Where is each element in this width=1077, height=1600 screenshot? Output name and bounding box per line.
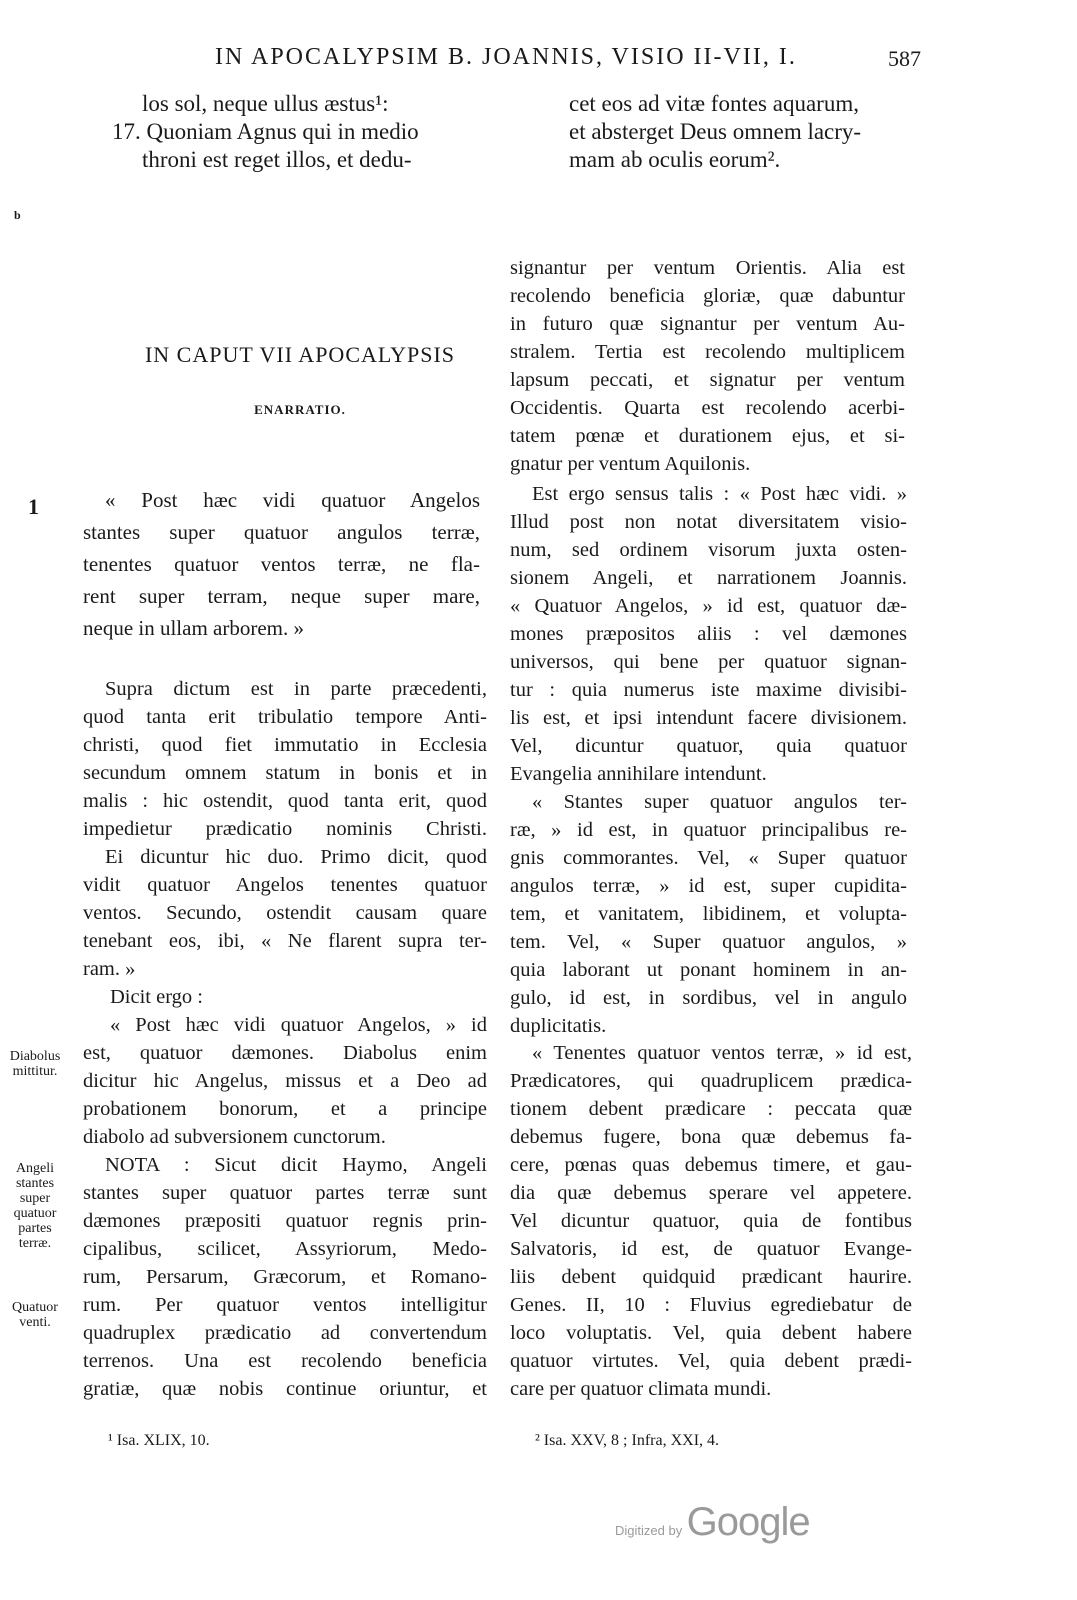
text-line: ram. »: [83, 958, 136, 980]
text-line: universos, qui bene per quatuor signan-: [510, 651, 907, 673]
text-line: est, quatuor dæmones. Diabolus enim: [83, 1042, 487, 1064]
margin-note-line: stantes: [15, 1176, 55, 1191]
text-line: dicitur hic Angelus, missus et a Deo ad: [83, 1070, 487, 1092]
verse-line: et absterget Deus omnem lacry-: [569, 119, 862, 144]
text-line: in futuro quæ signantur per ventum Au-: [510, 313, 905, 335]
text-line: care per quatuor climata mundi.: [510, 1378, 772, 1400]
text-line: Ei dicuntur hic duo. Primo dicit, quod: [105, 846, 487, 868]
text-line: Vel dicuntur quatuor, quia de fontibus: [510, 1210, 912, 1232]
google-logo: Google: [686, 1500, 810, 1544]
verse-line: cet eos ad vitæ fontes aquarum,: [569, 91, 859, 116]
text-line: NOTA : Sicut dicit Haymo, Angeli: [105, 1154, 487, 1176]
margin-note-line: venti.: [19, 1315, 51, 1330]
text-line: loco voluptatis. Vel, quia debent habere: [510, 1322, 912, 1344]
text-line: debemus fugere, bona quæ debemus fa-: [510, 1126, 912, 1148]
text-line: tionem debent prædicare : peccata quæ: [510, 1098, 912, 1120]
text-line: duplicitatis.: [510, 1015, 607, 1037]
text-line: christi, quod fiet immutatio in Ecclesia: [83, 734, 487, 756]
text-line: diabolo ad subversionem cunctorum.: [83, 1126, 386, 1148]
chapter-subheading: ENARRATIO.: [254, 402, 346, 417]
footnote-left: ¹ Isa. XLIX, 10.: [108, 1432, 210, 1449]
text-line: secundum omnem statum in bonis et in: [83, 762, 487, 784]
margin-note-line: super: [19, 1191, 51, 1206]
text-line: tem, et vanitatem, libidinem, et volupta-: [510, 903, 907, 925]
text-line: stralem. Tertia est recolendo multiplicem: [510, 341, 905, 363]
margin-note-line: mittitur.: [12, 1064, 58, 1079]
left-paragraph-1: [83, 675, 487, 843]
section-marker-1: 1: [28, 494, 39, 519]
text-line: Occidentis. Quarta est recolendo acerbi-: [510, 397, 905, 419]
margin-note-line: Angeli: [15, 1161, 55, 1176]
verse-line: mam ab oculis eorum².: [569, 147, 781, 172]
text-line: liis debent quidquid prædicant haurire.: [510, 1266, 912, 1288]
section-marker-b: b: [14, 208, 21, 222]
text-line: quia laborant ut ponant hominem in an-: [510, 959, 907, 981]
text-line: cipalibus, scilicet, Assyriorum, Medo-: [83, 1238, 487, 1260]
page-number: 587: [888, 46, 921, 71]
text-line: mones præpositos aliis : vel dæmones: [510, 623, 907, 645]
text-line: sionem Angeli, et narrationem Joannis.: [510, 567, 907, 589]
text-line: gnatur per ventum Aquilonis.: [510, 453, 751, 475]
text-line: Prædicatores, qui quadruplicem prædica-: [510, 1070, 912, 1092]
text-line: neque in ullam arborem. »: [83, 616, 305, 640]
text-line: vidit quatuor Angelos tenentes quatuor: [83, 874, 487, 896]
text-line: num, sed ordinem visorum juxta osten-: [510, 539, 907, 561]
text-line: probationem bonorum, et a principe: [83, 1098, 487, 1120]
text-line: lis est, et ipsi intendunt facere divisionem.: [510, 707, 907, 729]
margin-note-line: Diabolus: [9, 1049, 61, 1064]
digitized-watermark: [615, 1500, 810, 1545]
text-line: Est ergo sensus talis : « Post hæc vidi. »: [532, 483, 907, 505]
text-line: lapsum peccati, et signatur per ventum: [510, 369, 905, 391]
text-line: gnis commorantes. Vel, « Super quatuor: [510, 847, 907, 869]
left-paragraph-2: [83, 843, 487, 983]
watermark-prefix: Digitized by: [615, 1523, 683, 1538]
text-line: terrenos. Una est recolendo beneficia: [83, 1350, 487, 1372]
text-line: cere, pœnas quas debemus timere, et gau-: [510, 1154, 912, 1176]
text-line: tur : quia numerus iste maxime divisibi-: [510, 679, 907, 701]
verse-left: [112, 90, 480, 174]
text-line: tenentes quatuor ventos terræ, ne fla-: [83, 552, 480, 576]
right-paragraph-4: [510, 1039, 912, 1403]
text-line: recolendo beneficia gloriæ, quæ dabuntur: [510, 285, 905, 307]
text-line: gratiæ, quæ nobis continue oriuntur, et: [83, 1378, 487, 1400]
footnote-right: ² Isa. XXV, 8 ; Infra, XXI, 4.: [535, 1432, 720, 1449]
text-line: ræ, » id est, in quatuor principalibus re-: [510, 819, 907, 841]
text-line: Evangelia annihilare intendunt.: [510, 763, 767, 785]
text-line: « Post hæc vidi quatuor Angelos, » id: [110, 1014, 487, 1036]
text-line: « Post hæc vidi quatuor Angelos: [105, 488, 480, 512]
margin-note-line: partes: [18, 1221, 52, 1236]
text-line: « Tenentes quatuor ventos terræ, » id est,: [532, 1042, 912, 1064]
right-paragraph-1: [510, 254, 905, 478]
verse-line: throni est reget illos, et dedu-: [142, 147, 412, 172]
margin-note-line: terræ.: [18, 1236, 52, 1251]
text-line: ventos. Secundo, ostendit causam quare: [83, 902, 487, 924]
margin-note-quatuor: [2, 1300, 68, 1330]
text-line: gulo, id est, in sordibus, vel in angulo: [510, 987, 907, 1009]
margin-note-angeli: [2, 1161, 68, 1251]
text-line: Salvatoris, id est, de quatuor Evange-: [510, 1238, 912, 1260]
right-paragraph-3: [510, 788, 907, 1040]
text-line: « Stantes super quatuor angulos ter-: [532, 791, 907, 813]
text-line: dæmones præpositi quatuor regnis prin-: [83, 1210, 487, 1232]
text-line: impedietur prædicatio nominis Christi.: [83, 818, 487, 840]
text-line: rum, Persarum, Græcorum, et Romano-: [83, 1266, 487, 1288]
margin-note-diabolus: [2, 1049, 68, 1079]
text-line: rum. Per quatuor ventos intelligitur: [83, 1294, 487, 1316]
text-line: Dicit ergo :: [110, 986, 203, 1008]
text-line: quadruplex prædicatio ad convertendum: [83, 1322, 487, 1344]
left-paragraph-5: [83, 1151, 487, 1403]
quote-paragraph: [83, 484, 480, 644]
text-line: stantes super quatuor angulos terræ,: [83, 520, 480, 544]
verse-right: [569, 90, 909, 174]
right-paragraph-2: [510, 480, 907, 788]
text-line: quod tanta erit tribulatio tempore Anti-: [83, 706, 487, 728]
text-line: quatuor virtutes. Vel, quia debent prædi-: [510, 1350, 912, 1372]
text-line: rent super terram, neque super mare,: [83, 584, 480, 608]
text-line: tem. Vel, « Super quatuor angulos, »: [510, 931, 907, 953]
text-line: signantur per ventum Orientis. Alia est: [510, 257, 905, 279]
margin-note-line: quatuor: [13, 1206, 57, 1221]
text-line: stantes super quatuor partes terræ sunt: [83, 1182, 487, 1204]
text-line: Supra dictum est in parte præcedenti,: [105, 678, 487, 700]
verse-line: los sol, neque ullus æstus¹:: [142, 91, 389, 116]
text-line: Vel, dicuntur quatuor, quia quatuor: [510, 735, 907, 757]
text-line: Genes. II, 10 : Fluvius egrediebatur de: [510, 1294, 912, 1316]
text-line: dia quæ debemus sperare vel appetere.: [510, 1182, 912, 1204]
chapter-heading: IN CAPUT VII APOCALYPSIS: [144, 342, 456, 367]
verse-line: 17. Quoniam Agnus qui in medio: [112, 119, 419, 144]
text-line: Illud post non notat diversitatem visio-: [510, 511, 907, 533]
text-line: tatem pœnæ et durationem ejus, et si-: [510, 425, 905, 447]
margin-note-line: Quatuor: [12, 1300, 58, 1315]
text-line: angulos terræ, » id est, super cupidita-: [510, 875, 907, 897]
left-paragraph-3: [83, 983, 487, 1011]
text-line: « Quatuor Angelos, » id est, quatuor dæ-: [510, 595, 907, 617]
running-title: IN APOCALYPSIM B. JOANNIS, VISIO II-VII, I.: [215, 44, 797, 70]
text-line: malis : hic ostendit, quod tanta erit, quod: [83, 790, 487, 812]
left-paragraph-4: [83, 1011, 487, 1151]
text-line: tenebant eos, ibi, « Ne flarent supra ter-: [83, 930, 487, 952]
